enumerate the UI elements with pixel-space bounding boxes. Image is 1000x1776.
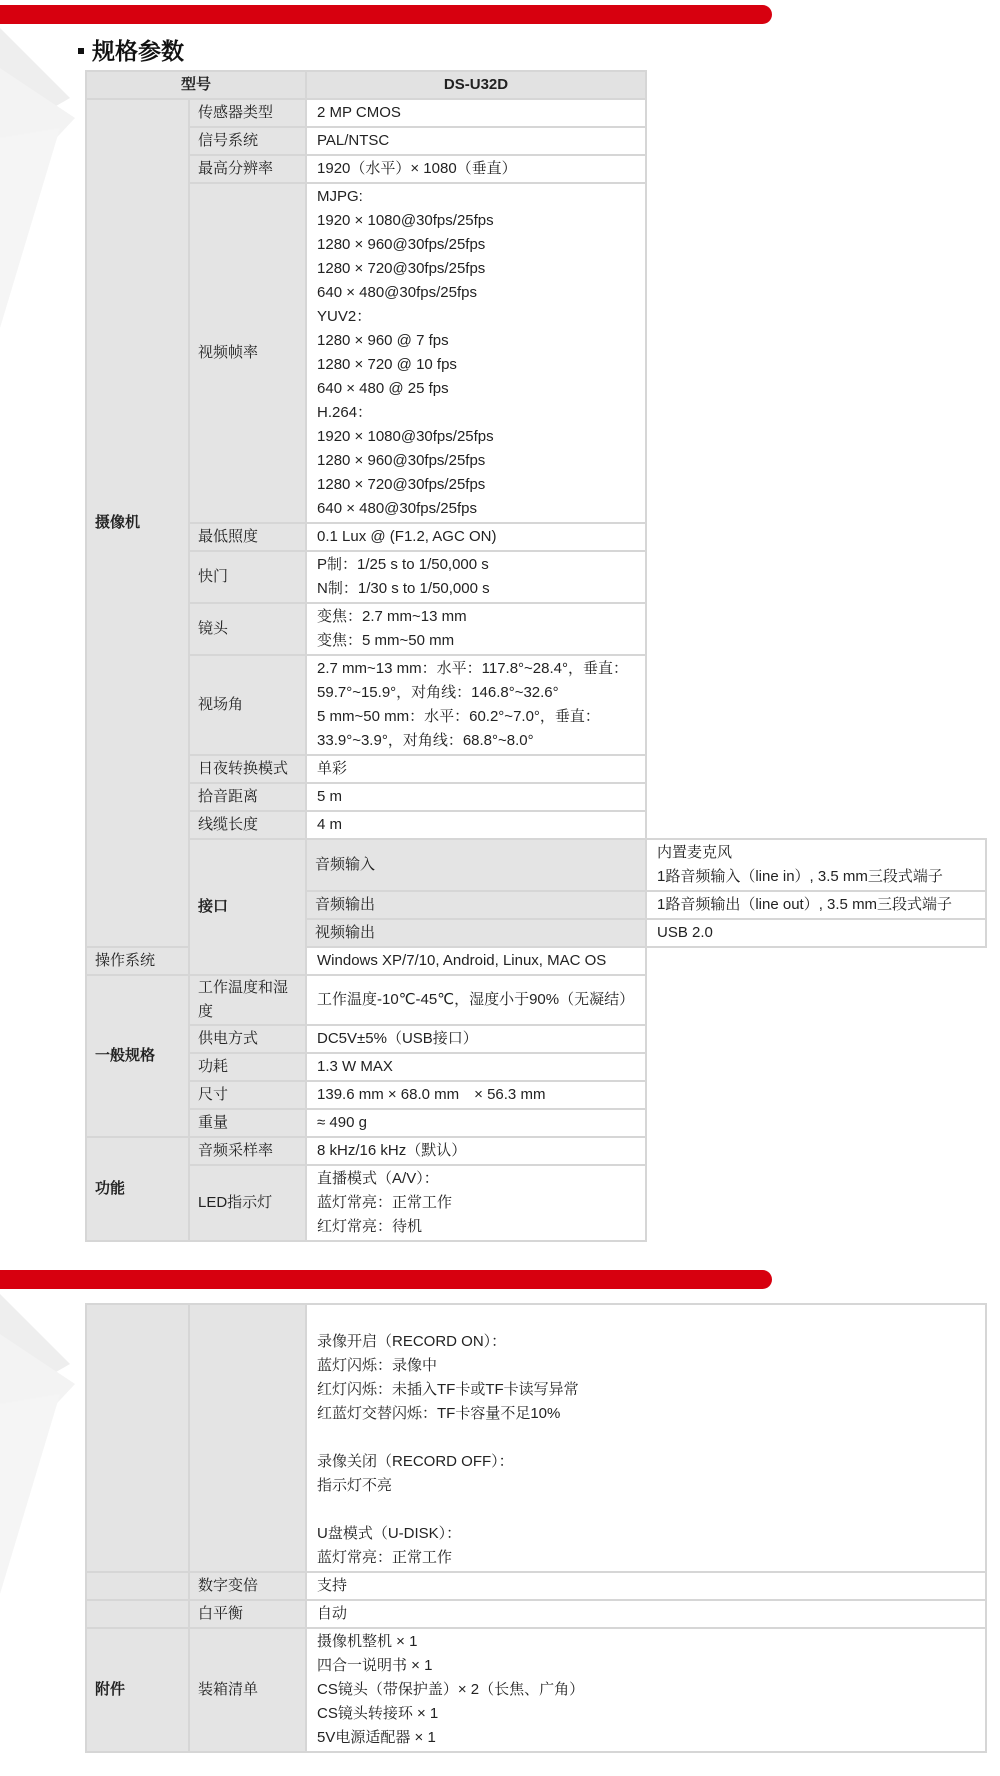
table-row [86,1572,986,1600]
spec-value-line: 1280 × 960@30fps/25fps [317,452,486,469]
spec-label: 重量 [189,1109,306,1137]
spec-value [306,1628,986,1752]
table-header-row [86,71,986,99]
spec-label: 供电方式 [189,1025,306,1053]
spec-value-line: 蓝灯常亮：正常工作 [317,1194,453,1211]
spec-label: 音频采样率 [189,1137,306,1165]
group-cell: 一般规格 [86,975,189,1137]
spec-label: 信号系统 [189,127,306,155]
spec-value-line: 5 mm~50 mm：水平：60.2°~7.0°，垂直：33.9°~3.9°，对角线：68.8°~8.0° [317,708,600,749]
spec-value-line: 640 × 480@30fps/25fps [317,284,477,301]
spec-label: 快门 [189,551,306,603]
spec-label: LED指示灯 [189,1165,306,1241]
spec-label: 视频输出 [306,919,646,947]
spec-value [646,919,986,947]
spec-value-line: 0.1 Lux @ (F1.2, AGC ON) [317,528,497,545]
group-cell: 接口 [189,839,306,975]
continuation-red-bar [0,1270,772,1289]
table-row [86,655,986,755]
spec-value-line: H.264： [317,404,373,421]
table-row [86,1081,986,1109]
spec-label: 视频帧率 [189,183,306,523]
spec-value [306,1165,646,1241]
spec-value-line: 红灯常亮：待机 [317,1218,423,1235]
spec-label: 功耗 [189,1053,306,1081]
spec-label: 线缆长度 [189,811,306,839]
spec-value-line: 录像关闭（RECORD OFF）： [317,1453,514,1470]
spec-section-continued [0,1270,1000,1763]
spec-value-line: ≈ 490 g [317,1114,367,1131]
table-row [86,839,986,891]
spec-value-line: 1路音频输入（line in）, 3.5 mm三段式端子 [657,868,943,885]
table-row [86,1628,986,1752]
spec-value-line: YUV2： [317,308,372,325]
spec-value [306,1109,646,1137]
spec-value-line: 蓝灯闪烁：录像中 [317,1357,438,1374]
table-row [86,1025,986,1053]
spec-value-line [317,1426,975,1450]
spec-value-line: 单彩 [317,760,348,777]
spec-value-line: 变焦：5 mm~50 mm [317,632,455,649]
table-row [86,1600,986,1628]
table-row [86,975,986,1025]
spec-value-line: 变焦：2.7 mm~13 mm [317,608,467,625]
spec-label: 最低照度 [189,523,306,551]
spec-label: 拾音距离 [189,783,306,811]
spec-value-line: 自动 [317,1605,348,1622]
decorative-triangles [0,1294,80,1594]
spec-value [306,603,646,655]
spec-value [306,1081,646,1109]
spec-value-line: 四合一说明书 × 1 [317,1657,433,1674]
spec-value-line: 内置麦克风 [657,844,733,861]
model-label: 型号 [86,71,306,99]
spec-value-line: U盘模式（U-DISK）： [317,1525,462,1542]
spec-value-line: 1280 × 720@30fps/25fps [317,476,486,493]
spec-value-line: 1280 × 960 @ 7 fps [317,332,449,349]
table-row [86,1109,986,1137]
spec-value-line: 640 × 480@30fps/25fps [317,500,477,517]
group-cell [86,1304,189,1572]
spec-label: 操作系统 [86,947,189,975]
spec-value [306,551,646,603]
spec-value [306,1053,646,1081]
spec-value [306,1572,986,1600]
group-cell: 摄像机 [86,99,189,947]
table-row [86,1165,986,1241]
spec-label: 数字变倍 [189,1572,306,1600]
spec-value-line: Windows XP/7/10, Android, Linux, MAC OS [317,952,607,969]
spec-value-line: 2 MP CMOS [317,104,401,121]
spec-value-line: CS镜头（带保护盖）× 2（长焦、广角） [317,1681,585,1698]
table-row [86,127,986,155]
spec-value-line: 5 m [317,788,343,805]
spec-value-line: 直播模式（A/V）： [317,1170,439,1187]
table-row [86,603,986,655]
model-value: DS-U32D [306,71,646,99]
spec-value-line: 139.6 mm × 68.0 mm × 56.3 mm [317,1086,546,1103]
spec-value-line: 指示灯不亮 [317,1477,393,1494]
table-row [86,99,986,127]
group-cell: 功能 [86,1137,189,1241]
spec-value [306,1304,986,1572]
spec-value [306,523,646,551]
table-row [86,755,986,783]
table-row [86,1137,986,1165]
spec-value [306,127,646,155]
spec-value-line: 4 m [317,816,343,833]
table-row [86,183,986,523]
spec-label: 最高分辨率 [189,155,306,183]
spec-value [306,1600,986,1628]
group-cell [86,1572,189,1600]
spec-value [306,183,646,523]
spec-value-line: 1280 × 720@30fps/25fps [317,260,486,277]
spec-value-line: 8 kHz/16 kHz（默认） [317,1142,467,1159]
spec-value-line: N制：1/30 s to 1/50,000 s [317,580,490,597]
spec-value [306,947,646,975]
table-row [86,1304,986,1572]
spec-value [306,783,646,811]
spec-label: 工作温度和湿度 [189,975,306,1025]
spec-value-line: 工作温度-10℃-45℃，湿度小于90%（无凝结） [317,991,635,1008]
header-red-bar [0,5,772,24]
spec-value-line: USB 2.0 [657,924,713,941]
spec-value [306,655,646,755]
spec-value [306,99,646,127]
spec-value-line: PAL/NTSC [317,132,390,149]
spec-label: 日夜转换模式 [189,755,306,783]
spec-value-line: DC5V±5%（USB接口） [317,1030,478,1047]
table-row [86,783,986,811]
spec-label: 音频输入 [306,839,646,891]
spec-label: 装箱清单 [189,1628,306,1752]
spec-value [306,755,646,783]
spec-label: 尺寸 [189,1081,306,1109]
spec-value-line: 1920 × 1080@30fps/25fps [317,428,494,445]
spec-value-line: 红灯闪烁：未插入TF卡或TF卡读写异常 [317,1381,579,1398]
spec-label: 镜头 [189,603,306,655]
table-row [86,551,986,603]
spec-value-line [317,1498,975,1522]
spec-value-line: MJPG: [317,188,363,205]
spec-value [306,975,646,1025]
spec-value [306,1025,646,1053]
spec-value-line: 1920（水平）× 1080（垂直） [317,160,517,177]
spec-value [306,155,646,183]
section-title [78,36,1000,66]
spec-value-line: 1280 × 720 @ 10 fps [317,356,457,373]
spec-value-line: 1280 × 960@30fps/25fps [317,236,486,253]
spec-label: 音频输出 [306,891,646,919]
spec-value [306,1137,646,1165]
table-row [86,811,986,839]
spec-value-line: 1920 × 1080@30fps/25fps [317,212,494,229]
spec-label [189,1304,306,1572]
spec-value [646,891,986,919]
table-row [86,155,986,183]
spec-value [306,811,646,839]
spec-value-line: 5V电源适配器 × 1 [317,1729,436,1746]
spec-value-line: 支持 [317,1577,348,1594]
spec-table [85,70,987,1242]
spec-value-line [317,1306,975,1330]
spec-table-continued [85,1303,987,1753]
spec-label: 视场角 [189,655,306,755]
spec-label: 白平衡 [189,1600,306,1628]
spec-value-line: 红蓝灯交替闪烁：TF卡容量不足10% [317,1405,561,1422]
spec-value-line: 640 × 480 @ 25 fps [317,380,449,397]
spec-value-line: 1.3 W MAX [317,1058,393,1075]
spec-value-line: CS镜头转接环 × 1 [317,1705,439,1722]
group-cell [86,1600,189,1628]
decorative-triangles [0,28,80,328]
table-row [86,1053,986,1081]
spec-label: 传感器类型 [189,99,306,127]
section-title-text: 规格参数 [92,38,184,64]
spec-value-line: 1路音频输出（line out）, 3.5 mm三段式端子 [657,896,953,913]
spec-value-line: 2.7 mm~13 mm：水平：117.8°~28.4°，垂直：59.7°~15.9°，对角线：146.8°~32.6° [317,660,629,701]
spec-value-line: 蓝灯常亮：正常工作 [317,1549,453,1566]
table-row [86,523,986,551]
spec-value-line: 录像开启（RECORD ON）： [317,1333,507,1350]
spec-value [646,839,986,891]
spec-value-line: P制：1/25 s to 1/50,000 s [317,556,489,573]
spec-value-line: 摄像机整机 × 1 [317,1633,418,1650]
group-cell: 附件 [86,1628,189,1752]
